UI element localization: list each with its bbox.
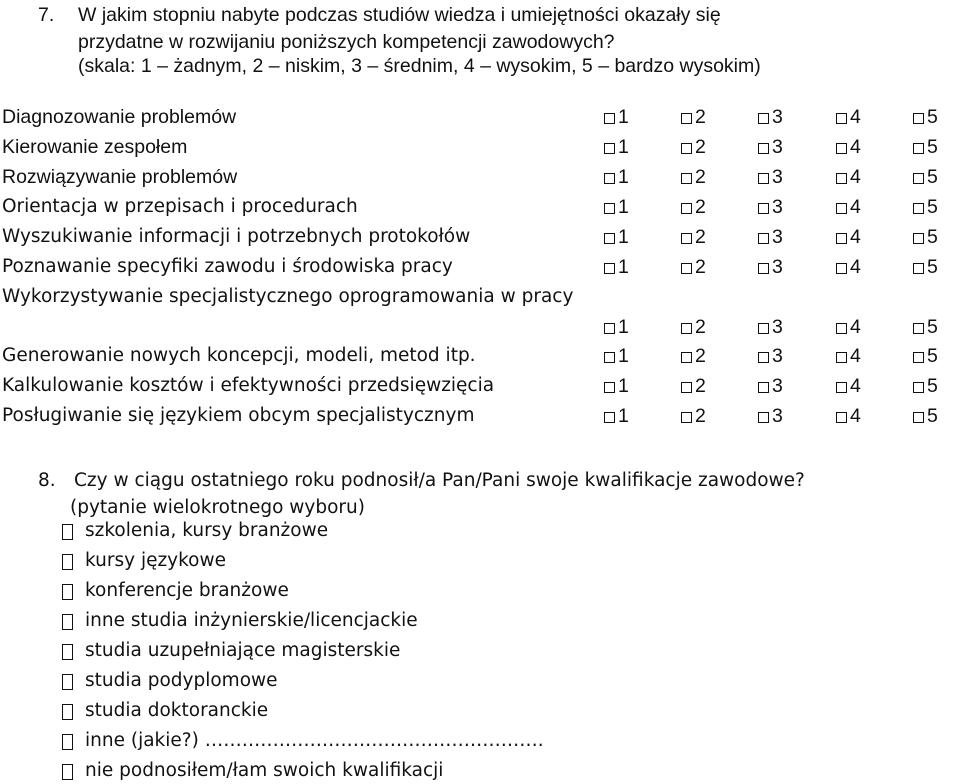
qualification-option[interactable] [62,640,400,662]
rating-value: 1 [618,136,629,158]
checkbox-icon[interactable] [62,614,73,630]
checkbox-icon[interactable] [913,323,924,334]
rating-option-5[interactable] [913,375,938,397]
rating-option-5[interactable] [913,166,938,188]
checkbox-icon[interactable] [681,323,692,334]
rating-option-3[interactable] [758,345,783,367]
checkbox-icon[interactable] [913,233,924,244]
rating-value: 2 [695,405,706,427]
rating-value: 3 [772,136,783,158]
rating-option-2[interactable] [681,226,706,248]
rating-value: 2 [695,106,706,128]
rating-value: 5 [927,375,938,397]
checkbox-icon[interactable] [604,233,615,244]
checkbox-icon[interactable] [758,352,769,363]
qualification-option[interactable] [62,700,268,722]
rating-value: 1 [618,405,629,427]
checkbox-icon[interactable] [836,263,847,274]
rating-option-3[interactable] [758,136,783,158]
checkbox-icon[interactable] [604,412,615,423]
rating-value: 1 [618,345,629,367]
checkbox-icon[interactable] [604,113,615,124]
rating-value: 3 [772,106,783,128]
checkbox-icon[interactable] [681,382,692,393]
checkbox-icon[interactable] [758,263,769,274]
rating-option-1[interactable] [604,345,629,367]
competency-label: Kalkulowanie kosztów i efektywności przedsięwzięcia [2,375,495,396]
rating-value: 5 [927,196,938,218]
rating-option-2[interactable] [681,345,706,367]
rating-option-5[interactable] [913,196,938,218]
qualification-option[interactable] [62,550,226,572]
checkbox-icon[interactable] [913,173,924,184]
checkbox-icon[interactable] [681,263,692,274]
rating-option-4[interactable] [836,345,861,367]
competency-label: Generowanie nowych koncepcji, modeli, metod itp. [2,345,476,366]
qualification-option[interactable] [62,520,328,542]
question-8-number: 8. [38,470,56,491]
rating-option-4[interactable] [836,405,861,427]
checkbox-icon[interactable] [681,233,692,244]
rating-option-3[interactable] [758,106,783,128]
rating-value: 2 [695,256,706,278]
rating-value: 3 [772,226,783,248]
qualification-option[interactable] [62,580,289,602]
rating-option-3[interactable] [758,256,783,278]
checkbox-icon[interactable] [913,412,924,423]
rating-option-4[interactable] [836,196,861,218]
competency-label: Wykorzystywanie specjalistycznego oprogramowania w pracy [2,286,574,307]
qualification-option[interactable] [62,760,443,782]
checkbox-icon[interactable] [681,412,692,423]
checkbox-icon[interactable] [62,524,73,540]
qualification-option[interactable] [62,610,418,632]
rating-option-5[interactable] [913,136,938,158]
rating-value: 5 [927,405,938,427]
checkbox-icon[interactable] [913,382,924,393]
checkbox-icon[interactable] [62,644,73,660]
rating-value: 4 [850,375,861,397]
rating-option-1[interactable] [604,136,629,158]
question-7-text-line2: przydatne w rozwijaniu poniższych kompetencji zawodowych? [78,31,615,53]
rating-option-2[interactable] [681,256,706,278]
rating-value: 2 [695,166,706,188]
rating-value: 5 [927,345,938,367]
rating-option-1[interactable] [604,166,629,188]
rating-option-2[interactable] [681,106,706,128]
rating-option-5[interactable] [913,405,938,427]
rating-value: 1 [618,166,629,188]
rating-option-4[interactable] [836,375,861,397]
rating-value: 5 [927,106,938,128]
checkbox-icon[interactable] [604,173,615,184]
checkbox-icon[interactable] [836,352,847,363]
checkbox-icon[interactable] [913,143,924,154]
rating-value: 4 [850,345,861,367]
rating-value: 1 [618,375,629,397]
option-label: studia doktoranckie [85,700,269,721]
rating-value: 5 [927,316,938,338]
rating-option-3[interactable] [758,405,783,427]
rating-value: 1 [618,256,629,278]
rating-value: 4 [850,226,861,248]
rating-value: 3 [772,316,783,338]
question-7-scale-note: (skala: 1 – żadnym, 2 – niskim, 3 – średnim, 4 – wysokim, 5 – bardzo wysokim) [78,55,761,77]
rating-value: 1 [618,106,629,128]
competency-label: Posługiwanie się językiem obcym specjalistycznym [2,405,475,426]
rating-value: 4 [850,405,861,427]
checkbox-icon[interactable] [758,233,769,244]
checkbox-icon[interactable] [62,734,73,750]
rating-value: 4 [850,196,861,218]
rating-option-4[interactable] [836,136,861,158]
rating-value: 4 [850,136,861,158]
rating-value: 1 [618,316,629,338]
rating-value: 5 [927,166,938,188]
rating-value: 2 [695,316,706,338]
rating-option-3[interactable] [758,316,783,338]
question-7-number: 7. [38,4,55,26]
rating-value: 5 [927,136,938,158]
checkbox-icon[interactable] [62,674,73,690]
rating-option-3[interactable] [758,226,783,248]
option-label: inne studia inżynierskie/licencjackie [85,610,418,631]
rating-value: 3 [772,196,783,218]
checkbox-icon[interactable] [836,323,847,334]
rating-value: 2 [695,196,706,218]
competency-label: Orientacja w przepisach i procedurach [2,196,358,217]
rating-option-5[interactable] [913,256,938,278]
rating-option-5[interactable] [913,106,938,128]
rating-option-2[interactable] [681,196,706,218]
rating-option-1[interactable] [604,196,629,218]
rating-value: 4 [850,166,861,188]
rating-value: 3 [772,405,783,427]
checkbox-icon[interactable] [913,352,924,363]
qualification-option[interactable] [62,670,278,692]
question-7-text-line1: W jakim stopniu nabyte podczas studiów wiedza i umiejętności okazały się [78,4,721,26]
rating-option-4[interactable] [836,166,861,188]
checkbox-icon[interactable] [62,584,73,600]
rating-value: 3 [772,256,783,278]
checkbox-icon[interactable] [836,173,847,184]
rating-value: 2 [695,345,706,367]
competency-label: Wyszukiwanie informacji i potrzebnych protokołów [2,226,471,247]
rating-option-4[interactable] [836,106,861,128]
rating-option-3[interactable] [758,196,783,218]
rating-option-2[interactable] [681,136,706,158]
option-label: studia podyplomowe [85,670,278,691]
rating-option-1[interactable] [604,375,629,397]
checkbox-icon[interactable] [758,143,769,154]
checkbox-icon[interactable] [62,764,73,780]
qualification-option[interactable] [62,730,544,752]
rating-option-2[interactable] [681,375,706,397]
rating-value: 4 [850,106,861,128]
checkbox-icon[interactable] [604,143,615,154]
rating-option-1[interactable] [604,256,629,278]
option-label: kursy językowe [85,550,227,571]
checkbox-icon[interactable] [681,143,692,154]
rating-option-5[interactable] [913,316,938,338]
checkbox-icon[interactable] [836,113,847,124]
checkbox-icon[interactable] [758,113,769,124]
checkbox-icon[interactable] [758,173,769,184]
checkbox-icon[interactable] [62,554,73,570]
competency-label: Diagnozowanie problemów [2,106,237,128]
rating-option-1[interactable] [604,106,629,128]
rating-option-2[interactable] [681,405,706,427]
checkbox-icon[interactable] [836,412,847,423]
rating-option-2[interactable] [681,316,706,338]
question-8-text-line1: Czy w ciągu ostatniego roku podnosił/a Pan/Pani swoje kwalifikacje zawodowe? [74,470,805,491]
checkbox-icon[interactable] [758,412,769,423]
checkbox-icon[interactable] [758,323,769,334]
rating-option-5[interactable] [913,226,938,248]
rating-value: 3 [772,345,783,367]
competency-label: Kierowanie zespołem [2,136,188,158]
checkbox-icon[interactable] [62,704,73,720]
checkbox-icon[interactable] [604,263,615,274]
rating-value: 2 [695,226,706,248]
option-label: szkolenia, kursy branżowe [85,520,329,541]
checkbox-icon[interactable] [604,352,615,363]
checkbox-icon[interactable] [913,203,924,214]
rating-value: 1 [618,226,629,248]
option-label: nie podnosiłem/łam swoich kwalifikacji [85,760,444,781]
rating-value: 4 [850,316,861,338]
rating-option-4[interactable] [836,226,861,248]
checkbox-icon[interactable] [758,382,769,393]
checkbox-icon[interactable] [681,173,692,184]
checkbox-icon[interactable] [836,233,847,244]
rating-option-1[interactable] [604,316,629,338]
checkbox-icon[interactable] [681,352,692,363]
checkbox-icon[interactable] [604,382,615,393]
rating-value: 1 [618,196,629,218]
checkbox-icon[interactable] [604,203,615,214]
rating-option-5[interactable] [913,345,938,367]
rating-option-3[interactable] [758,166,783,188]
rating-value: 2 [695,375,706,397]
rating-option-4[interactable] [836,316,861,338]
checkbox-icon[interactable] [681,113,692,124]
option-label: konferencje branżowe [85,580,289,601]
rating-value: 4 [850,256,861,278]
rating-value: 5 [927,226,938,248]
rating-option-1[interactable] [604,405,629,427]
competency-label: Rozwiązywanie problemów [2,166,238,188]
question-8-note: (pytanie wielokrotnego wyboru) [70,497,365,518]
rating-option-4[interactable] [836,256,861,278]
rating-option-2[interactable] [681,166,706,188]
rating-option-1[interactable] [604,226,629,248]
checkbox-icon[interactable] [758,203,769,214]
checkbox-icon[interactable] [836,143,847,154]
checkbox-icon[interactable] [836,203,847,214]
rating-value: 2 [695,136,706,158]
checkbox-icon[interactable] [681,203,692,214]
competency-label: Poznawanie specyfiki zawodu i środowiska pracy [2,256,453,277]
rating-value: 3 [772,375,783,397]
checkbox-icon[interactable] [836,382,847,393]
checkbox-icon[interactable] [604,323,615,334]
rating-value: 3 [772,166,783,188]
option-label: studia uzupełniające magisterskie [85,640,401,661]
rating-option-3[interactable] [758,375,783,397]
rating-value: 5 [927,256,938,278]
checkbox-icon[interactable] [913,263,924,274]
checkbox-icon[interactable] [913,113,924,124]
option-label: inne (jakie?) ………………………………………………. [85,730,544,751]
